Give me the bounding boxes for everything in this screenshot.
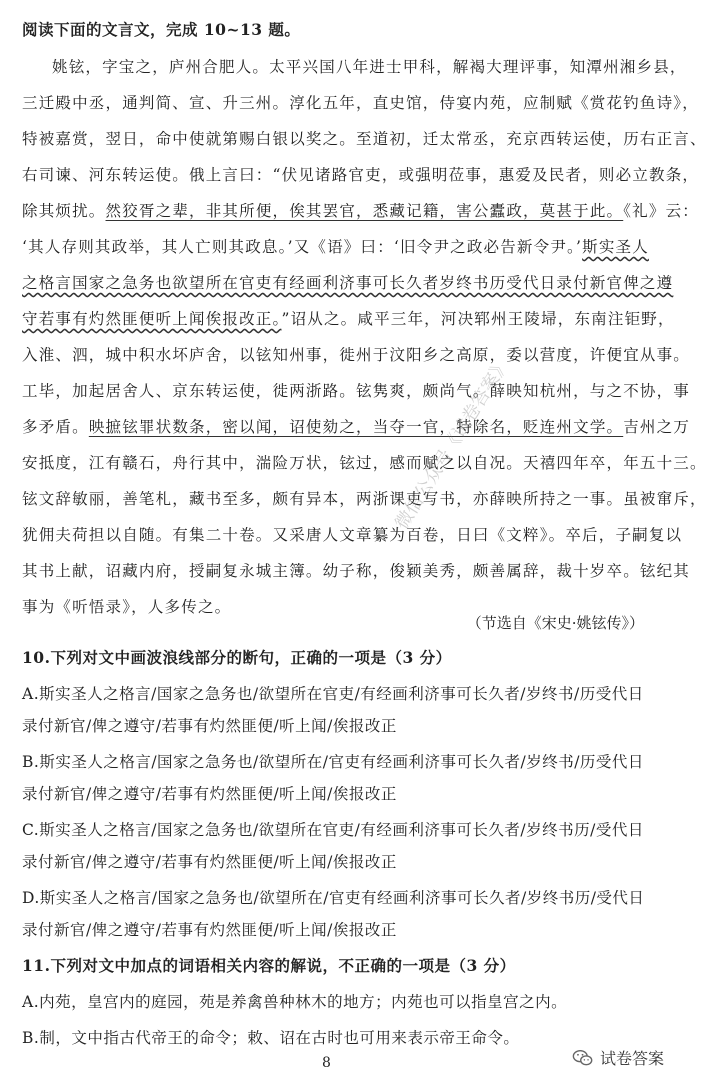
passage-line: 铉文辞敏丽，善笔札，藏书至多，颇有异本，两浙课吏写书，亦薛映所持之一事。虽被窜斥， xyxy=(22,490,707,508)
q10-option-b: 录付新官/俾之遵守/若事有灼然匪便/听上闻/俟报改正 xyxy=(22,785,397,803)
passage-line: 犹佣夫荷担以自随。有集二十卷。又采唐人文章纂为百卷，日曰《文粹》。卒后，子嗣复以 xyxy=(22,526,683,544)
passage-line: 工毕，加起居舍人、京东转运使，徙两浙路。铉隽爽，颇尚气。薛映知杭州，与之不协，事 xyxy=(22,382,691,400)
q10-option-b: B.斯实圣人之格言/国家之急务也/欲望所在/官吏有经画利济事可长久者/岁终书/历受代日 xyxy=(22,753,644,771)
instruction: 阅读下面的文言文，完成 10~13 题。 xyxy=(22,20,301,39)
passage-line: 安抵度，江有赣石，舟行其中，湍险万状，铉过，感而赋之以自况。天禧四年卒，年五十三。 xyxy=(22,454,707,472)
passage-line: ‘其人存则其政举，其人亡则其政息。’又《语》曰：‘旧令尹之政必告新令尹。’斯实圣人 xyxy=(22,238,649,256)
passage-line: 除其烦扰。然狡胥之辈，非其所便，俟其罢官，悉藏记籍，害公蠹政，莫甚于此。《礼》云： xyxy=(22,202,699,220)
brand-text: 试卷答案 xyxy=(600,1049,665,1068)
wavy-underlined-text: 之格言国家之急务也欲望所在官吏有经画利济事可长久者岁终书历受代日录付新官俾之遵 xyxy=(22,274,674,292)
wavy-underlined-text: 守若事有灼然匪便听上闻俟报改正。 xyxy=(22,310,282,328)
q10-option-d: D.斯实圣人之格言/国家之急务也/欲望所在/官吏有经画利济事可长久者/岁终书历/受代日 xyxy=(22,889,645,907)
source-citation: （节选自《宋史·姚铉传》） xyxy=(466,614,644,632)
q11-option-a: A.内苑，皇宫内的庭园，苑是养禽兽种林木的地方；内苑也可以指皇宫之内。 xyxy=(22,993,568,1011)
passage-line: 其书上献，诏藏内府，授嗣复永城主簿。幼子称，俊颖美秀，颇善属辞，裁十岁卒。铉纪其 xyxy=(22,562,691,580)
passage-line: 三迁殿中丞，通判简、宣、升三州。淳化五年，直史馆，侍宴内苑，应制赋《赏花钓鱼诗》， xyxy=(22,94,699,112)
watermark: 微信公众号《试卷答案》 xyxy=(391,354,515,534)
question-11-stem: 11.下列对文中加点的词语相关内容的解说，不正确的一项是（3 分） xyxy=(22,956,516,975)
wechat-icon xyxy=(572,1047,594,1069)
question-10-stem: 10.下列对文中画波浪线部分的断句，正确的一项是（3 分） xyxy=(22,648,452,667)
q11-option-b: B.制，文中指古代帝王的命令；敕、诏在古时也可用来表示帝王命令。 xyxy=(22,1029,520,1047)
passage-line: 姚铉，字宝之，庐州合肥人。太平兴国八年进士甲科，解褐大理评事，知潭州湘乡县， xyxy=(52,58,687,76)
underlined-sentence: 然狡胥之辈，非其所便，俟其罢官，悉藏记籍，害公蠹政，莫甚于此。 xyxy=(105,202,624,220)
q10-option-a: A.斯实圣人之格言/国家之急务也/欲望所在官吏/有经画利济事可长久者/岁终书/历受代日 xyxy=(22,685,644,703)
q10-option-d: 录付新官/俾之遵守/若事有灼然匪便/听上闻/俟报改正 xyxy=(22,921,397,939)
passage-line: 事为《听悟录》，人多传之。 xyxy=(22,598,232,616)
underlined-sentence: 映摭铉罪状数条，密以闻，诏使劾之，当夺一官，特除名，贬连州文学。 xyxy=(88,418,624,436)
wavy-underlined-text: 斯实圣人 xyxy=(582,238,649,256)
passage-line: 守若事有灼然匪便听上闻俟报改正。”诏从之。咸平三年，河决郓州王陵埽，东南注钜野， xyxy=(22,310,675,328)
passage-line: 右司谏、河东转运使。俄上言曰：“伏见诸路官吏，或强明莅事，惠爱及民者，则必立教条， xyxy=(22,166,700,184)
passage-line: 入淮、泗，城中积水坏庐舍，以铉知州事，徙州于汶阳乡之高原，委以营度，许便宜从事。 xyxy=(22,346,691,364)
passage-line: 特被嘉赏，翌日，命中使就第赐白银以奖之。至道初，迁太常丞，充京西转运使，历右正言、 xyxy=(22,130,707,148)
passage-line: 多矛盾。映摭铉罪状数条，密以闻，诏使劾之，当夺一官，特除名，贬连州文学。吉州之万 xyxy=(22,418,691,436)
q10-option-c: C.斯实圣人之格言/国家之急务也/欲望所在官吏/有经画利济事可长久者/岁终书历/受代日 xyxy=(22,821,644,839)
page-number: 8 xyxy=(322,1055,331,1071)
q10-option-c: 录付新官/俾之遵守/若事有灼然匪便/听上闻/俟报改正 xyxy=(22,853,397,871)
brand-logo xyxy=(572,1046,664,1069)
q10-option-a: 录付新官/俾之遵守/若事有灼然匪便/听上闻/俟报改正 xyxy=(22,717,397,735)
